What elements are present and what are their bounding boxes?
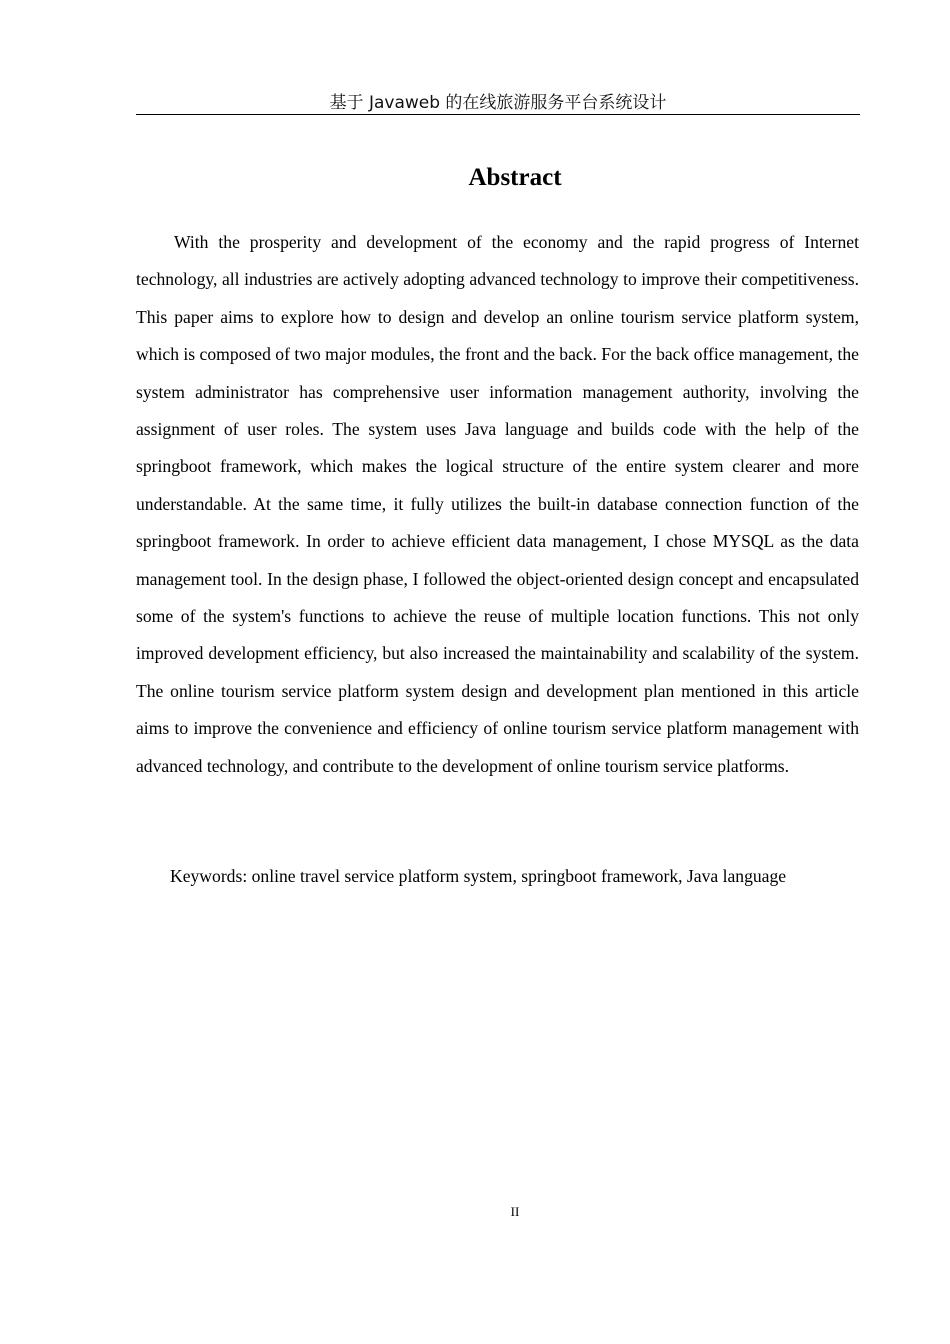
running-header: 基于 Javaweb 的在线旅游服务平台系统设计 (136, 92, 860, 115)
page-number: II (510, 1204, 520, 1219)
abstract-title: Abstract (468, 164, 562, 191)
abstract-body: With the prosperity and development of the economy and the rapid progress of Internet technology, all industries are actively adopting advanced technology to improve their competitiveness. This paper aims to explore how to design and develop an online tourism service platform system, which is composed of two major modules, the front and the back. For the back office management, the system administrator has comprehensive user information management authority, involving the assignment of user roles. The system uses Java language and builds code with the help of the springboot framework, which makes the logical structure of the entire system clearer and more understandable. At the same time, it fully utilizes the built-in database connection function of the springboot framework. In order to achieve efficient data management, I chose MYSQL as the data management tool. In the design phase, I followed the object-oriented design concept and encapsulated some of the system's functions to achieve the reuse of multiple location functions. This not only improved development efficiency, but also increased the maintainability and scalability of the system. The online tourism service platform system design and development plan mentioned in this article aims to improve the convenience and efficiency of online tourism service platform management with advanced technology, and contribute to the development of online tourism service platforms. (136, 232, 859, 776)
keywords-line: Keywords: online travel service platform system, springboot framework, Java language (170, 866, 787, 886)
